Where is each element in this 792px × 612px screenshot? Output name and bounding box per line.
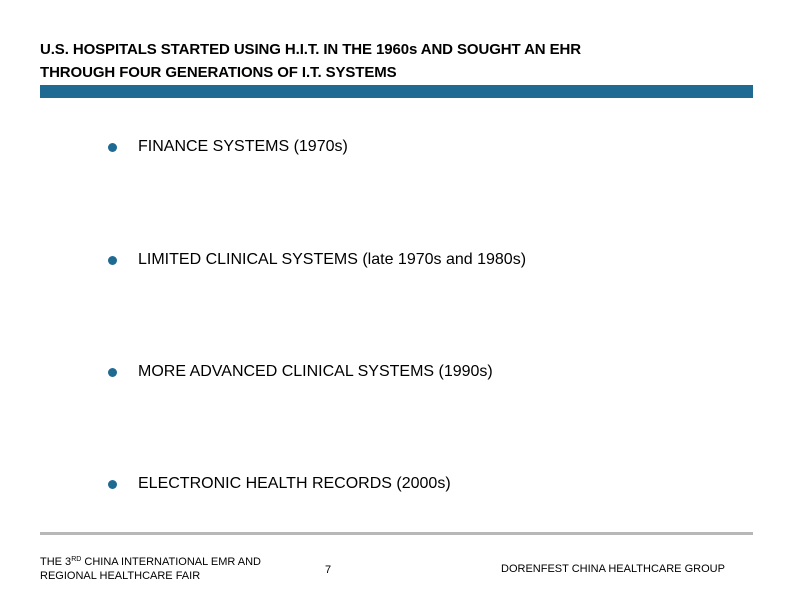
footer-event-line-2: REGIONAL HEALTHCARE FAIR	[40, 570, 201, 582]
footer-divider	[40, 532, 753, 535]
footer-event-name	[40, 555, 261, 583]
bullet-dot-icon	[108, 256, 117, 265]
footer-company-name: DORENFEST CHINA HEALTHCARE GROUP	[501, 563, 725, 575]
bullet-item-limited-clinical-systems	[108, 248, 526, 272]
page-number: 7	[325, 564, 332, 576]
bullet-item-advanced-clinical-systems	[108, 360, 493, 384]
slide-title-line-1: U.S. HOSPITALS STARTED USING H.I.T. IN THE 1960s AND SOUGHT AN EHR	[40, 41, 581, 58]
bullet-dot-icon	[108, 143, 117, 152]
footer-event-prefix: THE 3	[40, 556, 72, 568]
bullet-dot-icon	[108, 368, 117, 377]
bullet-item-electronic-health-records	[108, 472, 451, 496]
bullet-text: LIMITED CLINICAL SYSTEMS (late 1970s and 1980s)	[138, 251, 527, 268]
bullet-item-finance-systems	[108, 135, 348, 159]
bullet-text: MORE ADVANCED CLINICAL SYSTEMS (1990s)	[138, 363, 493, 380]
bullet-text: ELECTRONIC HEALTH RECORDS (2000s)	[138, 475, 451, 492]
footer-event-superscript: RD	[71, 556, 82, 563]
slide-title-line-2: THROUGH FOUR GENERATIONS OF I.T. SYSTEMS	[40, 64, 397, 81]
slide-title	[40, 38, 760, 84]
footer-event-line-1	[40, 555, 261, 569]
bullet-text: FINANCE SYSTEMS (1970s)	[138, 138, 348, 155]
title-accent-bar	[40, 85, 753, 98]
footer-event-rest: CHINA INTERNATIONAL EMR AND	[81, 556, 262, 568]
bullet-dot-icon	[108, 480, 117, 489]
